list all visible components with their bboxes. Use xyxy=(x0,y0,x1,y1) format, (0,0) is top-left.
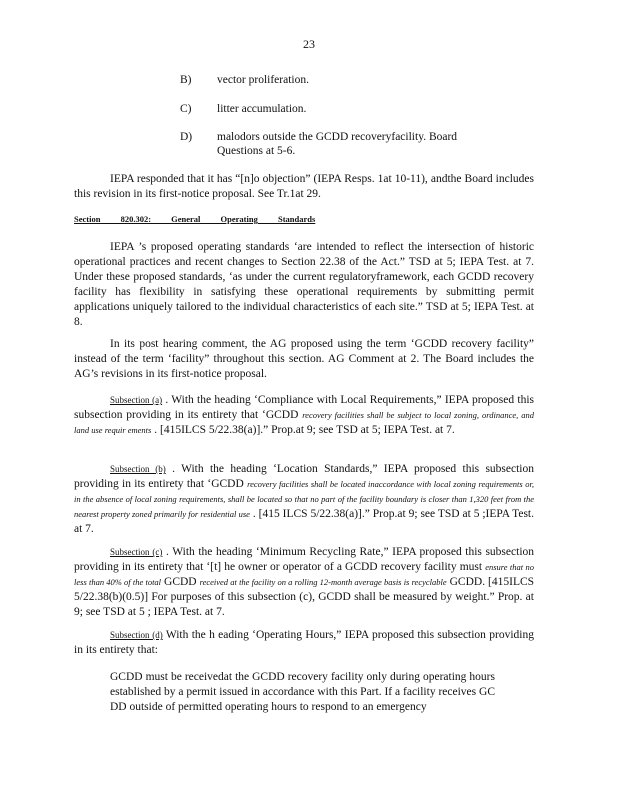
paragraph-ag-comment: In its post hearing comment, the AG proposed using the term ‘GCDD recovery facility” instead of the term ‘facility” throughout this section. AG Comment at 2. The Board includes the AG’s revisions in its first-notice proposal. xyxy=(74,338,534,380)
statute-quote: recovery facilities shall be subject to local zoning, ordinance, and land use requir ements xyxy=(74,410,535,435)
list-item-c xyxy=(180,102,307,116)
subsection-text: . With the heading ‘Location Standards,” IEPA proposed this subsection providing in its entirety that ‘GCDD xyxy=(74,463,534,490)
subsection-term: GCDD xyxy=(164,576,197,588)
subsection-label: Subsection (d) xyxy=(110,630,163,640)
subsection-text: . With the heading ‘Minimum Recycling Rate,” IEPA proposed this subsection providing in its entirety that ‘[t] he owner or operator of a GCDD recovery facility must xyxy=(74,546,535,573)
subsection-citation: . [415ILCS 5/22.38(a)].” Prop.at 9; see TSD at 5; IEPA Test. at 7. xyxy=(154,424,455,436)
list-label: B) xyxy=(180,74,192,86)
statute-quote: recovery facilities shall be located inaccordance with local zoning requirements or, in the absence of local zoning requirements, shall be located so that no part of the facility boundary is closer than 1,320 feet from the nearest property zoned primarily for residential use xyxy=(74,479,534,519)
statute-quote: received at the facility on a rolling 12-month average basis is recyclable xyxy=(199,577,447,587)
list-text: malodors outside the GCDD recoveryfacility. Board Questions at 5-6. xyxy=(217,131,458,157)
section-heading: Section 820.302: General Operating Standards xyxy=(74,214,316,224)
paragraph-subsection-a xyxy=(74,393,534,438)
paragraph-subsection-b xyxy=(74,462,534,537)
subsection-text: . With the heading ‘Compliance with Local Requirements,” IEPA proposed this subsection providing in its entirety that ‘GCDD xyxy=(74,394,534,421)
list-text: vector proliferation. xyxy=(217,74,309,86)
statute-quote: ensure that no less than 40% of the total xyxy=(74,562,534,587)
subsection-text: With the h eading ‘Operating Hours,” IEPA proposed this subsection providing in its entirety that: xyxy=(74,629,534,656)
list-label: D) xyxy=(180,131,193,143)
page-number: 23 xyxy=(303,37,315,51)
subsection-citation: . [415 ILCS 5/22.38(a)].” Prop.at 9; see TSD at 5 ;IEPA Test. at 7. xyxy=(74,508,534,535)
paragraph-iepa-responded: IEPA responded that it has “[n]o objection” (IEPA Resps. 1at 10-11), andthe Board includes this revision in its first-notice proposal. See Tr.1at 29. xyxy=(74,173,534,200)
paragraph-subsection-d xyxy=(74,628,534,658)
paragraph-operating-standards: IEPA ’s proposed operating standards ‘are intended to reflect the intersection of historic operational practices and recent changes to Section 22.38 of the Act.” TSD at 5; IEPA Test. at 7. Under these proposed standards, ‘as under the current regulatoryframework, each GCDD recovery facility has flexibility in satisfying these operational requirements by submitting permit applications uniquely tailored to the individual characteristics of each site.” TSD at 5; IEPA Test. at 8. xyxy=(74,241,534,328)
subsection-label: Subsection (b) xyxy=(110,464,166,474)
list-label: C) xyxy=(180,103,192,115)
list-item-d xyxy=(180,130,458,157)
paragraph-subsection-c xyxy=(74,545,534,620)
list-text: litter accumulation. xyxy=(217,103,307,115)
list-item-b xyxy=(180,73,309,87)
subsection-label: Subsection (a) xyxy=(110,395,163,405)
subsection-label: Subsection (c) xyxy=(110,547,163,557)
subsection-citation: GCDD. [415ILCS 5/22.38(b)(0.5)] For purposes of this subsection (c), GCDD shall be measured by weight.” Prop. at 9; see TSD at 5 ; IEPA Test. at 7. xyxy=(74,576,535,618)
block-quote-operating-hours: GCDD must be receivedat the GCDD recovery facility only during operating hours established by a permit issued in accordance with this Part. If a facility receives GC DD outside of permitted operating hours to respond to an emergency xyxy=(110,671,495,713)
